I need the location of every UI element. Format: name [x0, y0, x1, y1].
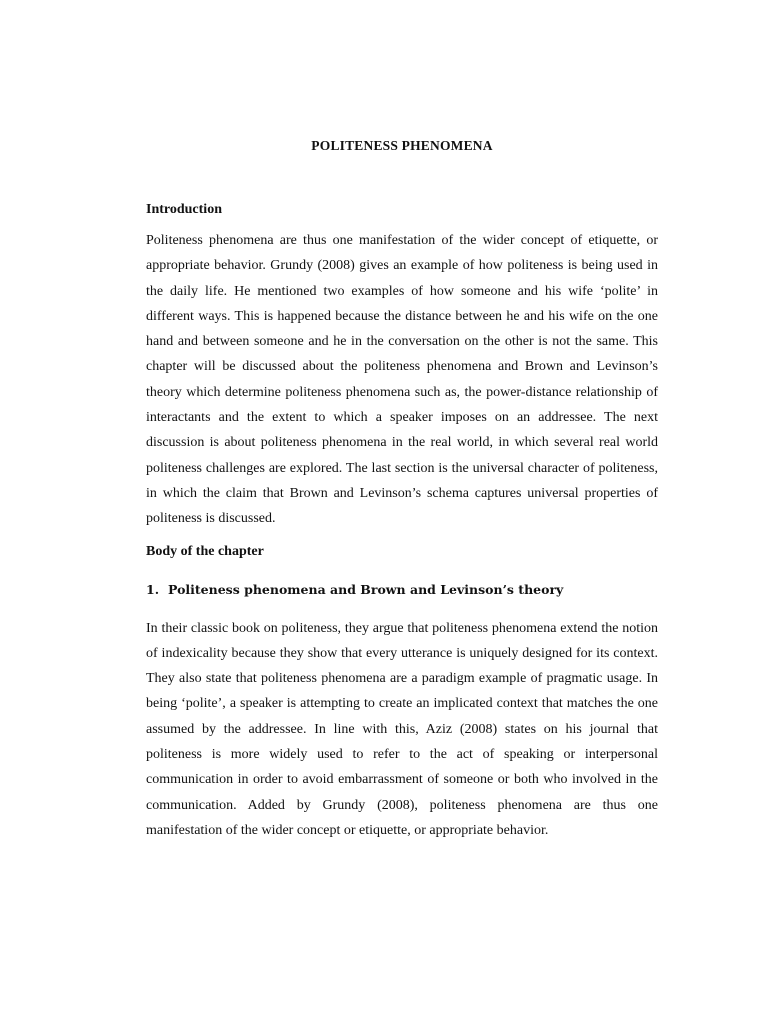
- body-heading: Body of the chapter: [146, 543, 264, 559]
- section-1-paragraph: In their classic book on politeness, they argue that politeness phenomena extend the notion of indexicality because they show that every utterance is uniquely designed for its context. They also state that politeness phenomena are a paradigm example of pragmatic usage. In being ‘polite’, a speaker is attempting to create an implicated context that matches the one assumed by the addressee. In line with this, Aziz (2008) states on his journal that politeness is more widely used to refer to the act of speaking or interpersonal communication in order to avoid embarrassment of someone or both who involved in the communication. Added by Grundy (2008), politeness phenomena are thus one manifestation of the wider concept or etiquette, or appropriate behavior.: [146, 620, 658, 838]
- document-content: [146, 136, 658, 843]
- introduction-heading: Introduction: [146, 202, 222, 217]
- section-1-heading: [146, 580, 658, 600]
- introduction-paragraph: Politeness phenomena are thus one manifestation of the wider concept of etiquette, or appropriate behavior. Grundy (2008) gives an example of how politeness is being used in the daily life. He mentioned two examples of how someone and his wife ‘polite’ in different ways. This is happened because the distance between he and his wife on the one hand and between someone and he in the conversation on the other is not the same. This chapter will be discussed about the politeness phenomena and Brown and Levinson’s theory which determine politeness phenomena such as, the power-distance relationship of interactants and the extent to which a speaker imposes on an addressee. The next discussion is about politeness phenomena in the real world, in which several real world politeness challenges are explored. The last section is the universal character of politeness, in which the claim that Brown and Levinson’s schema captures universal properties of politeness is discussed.: [146, 233, 658, 527]
- document-title: POLITENESS PHENOMENA: [311, 138, 493, 153]
- section-1-title: Politeness phenomena and Brown and Levinson’s theory: [168, 581, 564, 597]
- section-1-number: 1.: [146, 581, 160, 597]
